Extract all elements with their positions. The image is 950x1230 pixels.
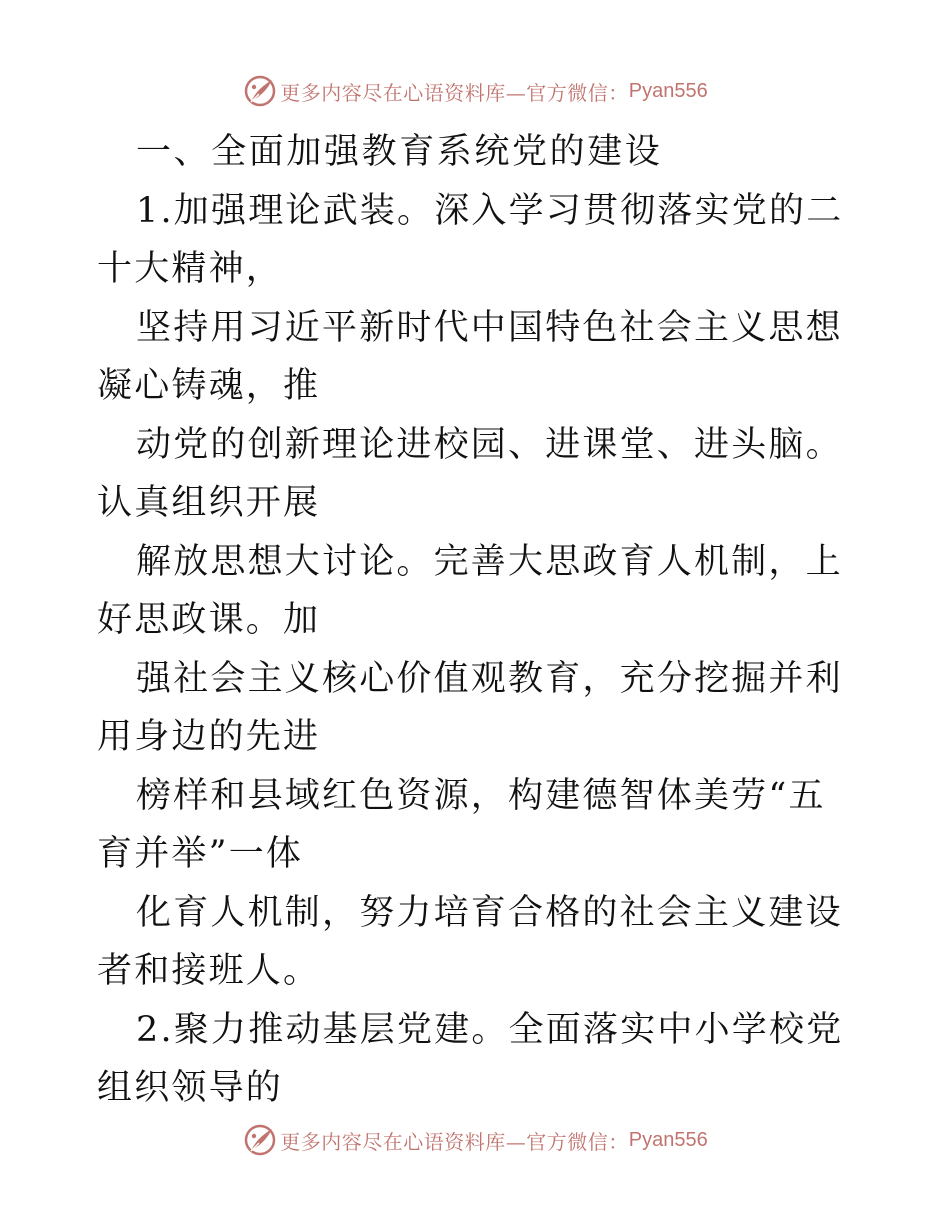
quill-pen-icon [242, 73, 278, 109]
paragraph: 解放思想大讨论。完善大思政育人机制，上好思政课。加 [97, 541, 843, 640]
paragraph: 动党的创新理论进校园、进课堂、进头脑。认真组织开展 [97, 424, 843, 523]
footer-watermark-text: 更多内容尽在心语资料库—官方微信： [280, 1129, 629, 1154]
document-body [97, 123, 857, 1118]
header-watermark [0, 71, 950, 111]
paragraph: 1.加强理论武装。深入学习贯彻落实党的二十大精神， [97, 190, 844, 289]
footer-watermark-id: Pyan556 [628, 1128, 708, 1151]
header-watermark-id: Pyan556 [628, 79, 708, 102]
paragraph: 坚持用习近平新时代中国特色社会主义思想凝心铸魂，推 [97, 307, 843, 406]
paragraph: 2.聚力推动基层党建。全面落实中小学校党组织领导的 [97, 1009, 844, 1108]
paragraph: 化育人机制，努力培育合格的社会主义建设者和接班人。 [97, 892, 843, 991]
paragraph: 强社会主义核心价值观教育，充分挖掘并利用身边的先进 [97, 658, 843, 757]
section-heading: 一、全面加强教育系统党的建设 [136, 132, 663, 172]
header-watermark-text: 更多内容尽在心语资料库—官方微信： [280, 80, 629, 105]
quill-pen-icon [242, 1122, 278, 1158]
paragraph: 榜样和县域红色资源，构建德智体美劳“五育并举”一体 [97, 775, 826, 874]
footer-watermark [0, 1120, 950, 1160]
